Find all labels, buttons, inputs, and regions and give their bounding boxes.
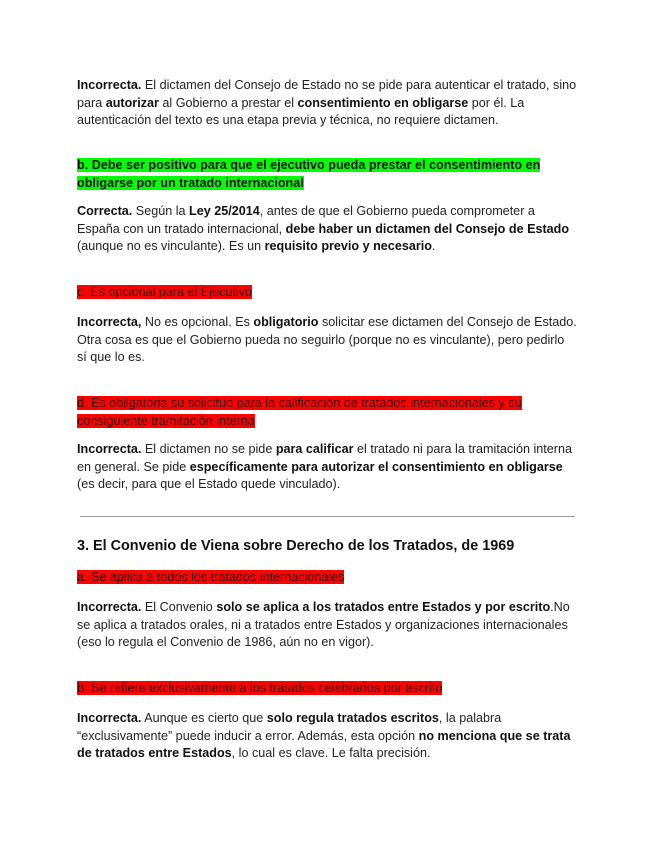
text: Según la	[132, 204, 190, 218]
emphasis: requisito previo y necesario	[264, 239, 432, 254]
text: Aunque es cierto que	[141, 711, 267, 725]
text: al Gobierno a prestar el	[158, 95, 298, 110]
emphasis: consentimiento en obligarse	[297, 95, 469, 110]
q2-c-feedback	[77, 314, 577, 367]
verdict: Correcta.	[77, 204, 133, 218]
verdict: Incorrecta.	[77, 600, 142, 614]
text: el tratado ni para la tramitación interna en general. Se pide	[77, 442, 572, 474]
text: (es decir, para que el Estado quede vinculado).	[77, 477, 341, 492]
emphasis: debe haber un dictamen del Consejo de Estado	[285, 221, 570, 236]
verdict: Incorrecta,	[77, 315, 142, 329]
q2-a-feedback	[77, 77, 577, 130]
emphasis: solo se aplica a los tratados entre Estados y por escrito	[216, 600, 551, 614]
text: (aunque no es vinculante). Es un	[77, 239, 265, 254]
text: .	[431, 239, 436, 254]
option-highlight-correct: b. Debe ser positivo para que el ejecutivo pueda prestar el consentimiento en obligarse por un tratado internacional	[77, 158, 541, 190]
emphasis: específicamente para autorizar el consentimiento en obligarse	[189, 459, 563, 474]
text: solicitar ese dictamen del Consejo de Estado. Otra cosa es que el Gobierno pueda no seguirlo (porque no es vinculante), pero pedirlo sí que lo es.	[77, 315, 577, 365]
option-highlight-incorrect: c. Es opcional para el Ejecutivo	[77, 285, 253, 299]
q2-d-feedback	[77, 441, 577, 494]
option-highlight-incorrect: b. Se refiere exclusivamente a los tratados celebrados por escrito	[77, 681, 443, 695]
q3-a-feedback	[77, 599, 577, 652]
q2-b-option	[77, 157, 577, 192]
text: , la palabra “exclusivamente” puede inducir a error. Además, esta opción	[77, 711, 502, 743]
q3-b-option	[77, 680, 577, 698]
emphasis: solo regula tratados escritos	[266, 711, 439, 725]
emphasis: Ley 25/2014	[189, 204, 260, 218]
q2-c-option	[77, 284, 577, 302]
text: , lo cual es clave. Le falta precisión.	[231, 746, 431, 761]
emphasis: obligatorio	[253, 315, 319, 329]
verdict: Incorrecta.	[77, 442, 142, 456]
emphasis: no menciona que se trata de tratados entre Estados	[77, 728, 571, 761]
text: .No se aplica a tratados orales, ni a tratados entre Estados y organizaciones internacionales (eso lo regula el Convenio de 1986, aún no en vigor).	[77, 600, 570, 650]
text: El dictamen del Consejo de Estado no se pide para autenticar el tratado, sino para	[77, 78, 577, 110]
option-highlight-incorrect: d. Es obligatoria su solicitud para la calificación de tratados internacionales y su consiguiente tramitación interna	[77, 396, 522, 428]
text: No es opcional. Es	[141, 315, 254, 329]
text: El dictamen no se pide	[141, 442, 276, 456]
option-highlight-incorrect: a. Se aplica a todos los tratados internacionales	[77, 570, 345, 584]
emphasis: autorizar	[105, 95, 159, 110]
section-divider	[80, 516, 575, 517]
verdict: Incorrecta.	[77, 711, 142, 725]
text: El Convenio	[141, 600, 217, 614]
question-3-heading: 3. El Convenio de Viena sobre Derecho de los Tratados, de 1969	[77, 538, 515, 554]
q3-b-feedback	[77, 710, 577, 763]
q3-a-option	[77, 569, 577, 587]
verdict: Incorrecta.	[77, 78, 142, 92]
q2-d-option	[77, 395, 577, 430]
emphasis: para calificar	[275, 442, 354, 456]
text: , antes de que el Gobierno pueda comprometer a España con un tratado internacional,	[77, 204, 535, 236]
q2-b-feedback	[77, 203, 577, 256]
text: por él. La autenticación del texto es una etapa previa y técnica, no requiere dictamen.	[77, 95, 525, 128]
